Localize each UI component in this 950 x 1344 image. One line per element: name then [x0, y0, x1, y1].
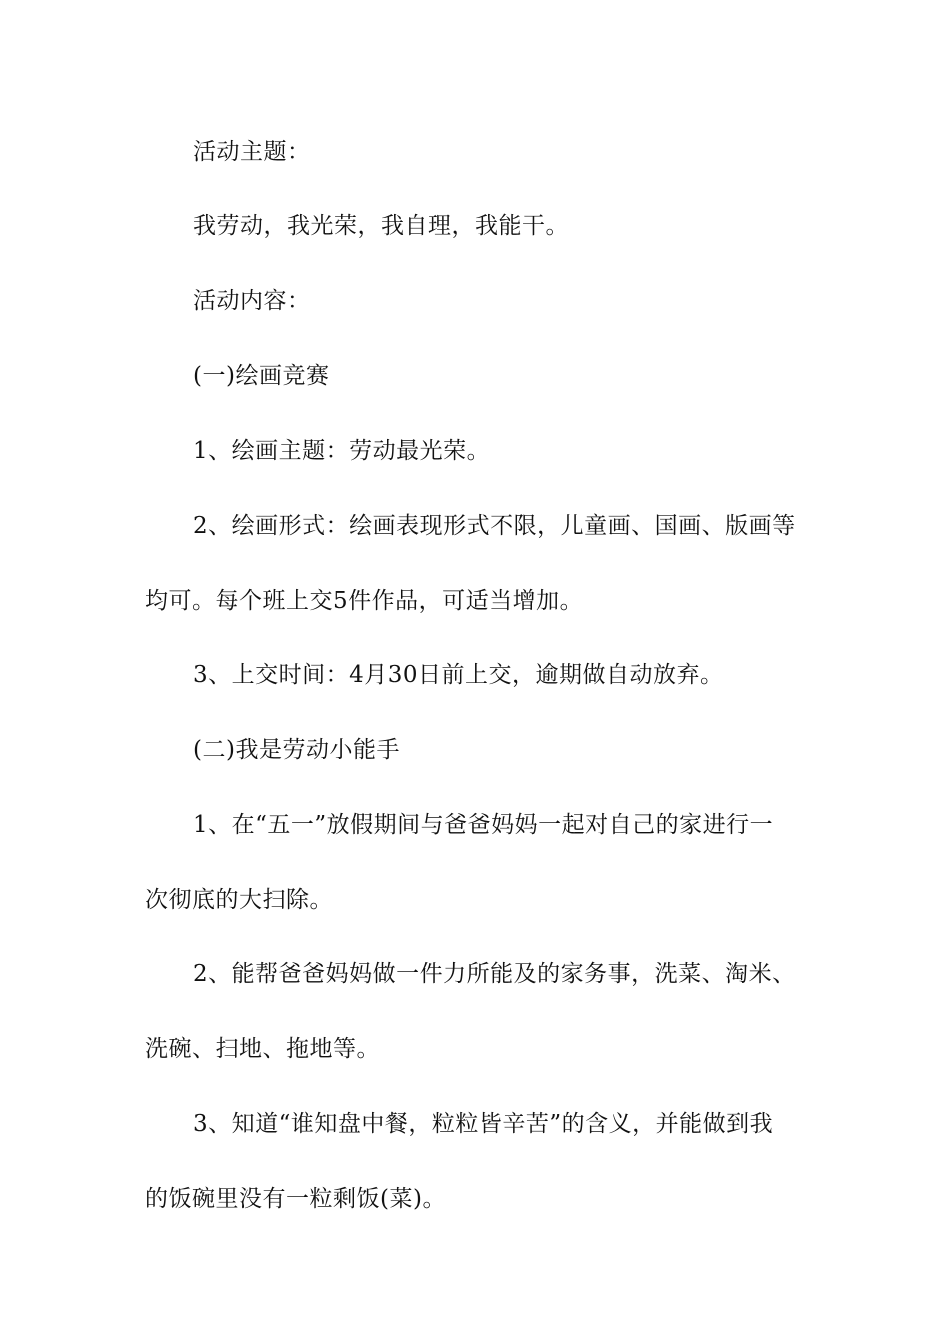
paragraph-line: 洗碗、扫地、拖地等。 — [145, 1036, 380, 1062]
theme-text: 我劳动，我光荣，我自理，我能干。 — [193, 213, 569, 239]
heading-activity-theme: 活动主题： — [193, 139, 311, 165]
paragraph-line: 3、上交时间：4月30日前上交，逾期做自动放弃。 — [193, 662, 724, 688]
paragraph-line: 2、绘画形式：绘画表现形式不限，儿童画、国画、版画等 — [193, 513, 796, 539]
paragraph-line: 的饭碗里没有一粒剩饭(菜)。 — [145, 1186, 446, 1212]
paragraph-line: 2、能帮爸爸妈妈做一件力所能及的家务事，洗菜、淘米、 — [193, 961, 796, 987]
heading-activity-content: 活动内容： — [193, 288, 311, 314]
paragraph-line: 1、在“五一”放假期间与爸爸妈妈一起对自己的家进行一 — [193, 812, 774, 838]
section-title-labor-helper: (二)我是劳动小能手 — [193, 737, 400, 763]
section-title-drawing-contest: (一)绘画竞赛 — [193, 363, 330, 389]
paragraph-line: 3、知道“谁知盘中餐，粒粒皆辛苦”的含义，并能做到我 — [193, 1111, 774, 1137]
paragraph-line: 均可。每个班上交5件作品，可适当增加。 — [145, 588, 584, 614]
paragraph-line: 次彻底的大扫除。 — [145, 887, 333, 913]
paragraph-line: 1、绘画主题：劳动最光荣。 — [193, 438, 491, 464]
